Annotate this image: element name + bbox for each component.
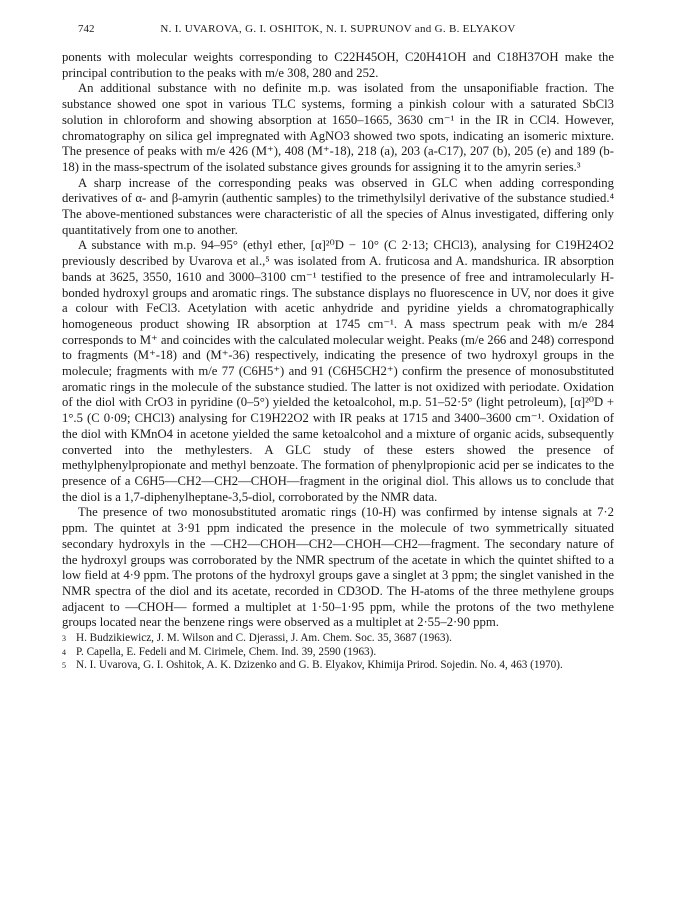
paragraph-glc: A sharp increase of the corresponding peaks was observed in GLC when adding corresponding derivatives of α- and β-amyrin (authentic samples) to the trimethylsilyl derivative of the substance studied.⁴ The above-mentioned substances were characteristic of all the species of Alnus investigated, differing only quantitatively from one to another. <box>62 175 614 237</box>
references <box>62 632 614 673</box>
journal-page <box>62 18 614 673</box>
reference-item <box>62 659 614 673</box>
page-header <box>62 18 614 40</box>
paragraph-amyrin-substance: An additional substance with no definite m.p. was isolated from the unsaponifiable fraction. The substance showed one spot in various TLC systems, forming a pinkish colour with a saturated SbCl3 solution in chloroform and showing absorption at 1650–1665, 3630 cm⁻¹ in the IR in CCl4. However, chromatography on silica gel impregnated with AgNO3 showed two spots, indicating an isomeric mixture. The presence of peaks with m/e 426 (M⁺), 408 (M⁺-18), 218 (a), 203 (a-C17), 207 (b), 205 (e) and 189 (b-18) in the mass-spectrum of the isolated substance gives grounds for assigning it to the amyrin series.³ <box>62 81 614 174</box>
page-number: 742 <box>78 23 95 35</box>
reference-number: 5 <box>62 661 66 671</box>
running-head: N. I. UVAROVA, G. I. OSHITOK, N. I. SUPRUNOV and G. B. ELYAKOV <box>160 23 516 35</box>
paragraph-continuation: ponents with molecular weights corresponding to C22H45OH, C20H41OH and C18H37OH make the principal contribution to the peaks with m/e 308, 280 and 252. <box>62 50 614 80</box>
reference-number: 4 <box>62 647 66 657</box>
paragraph-diol-analysis: A substance with m.p. 94–95° (ethyl ether, [α]²⁰D − 10° (C 2·13; CHCl3), analysing for C19H24O2 previously described by Uvarova et al.,⁵ was isolated from A. fruticosa and A. mandshurica. IR absorption bands at 3625, 3550, 1610 and 3000–3100 cm⁻¹ testified to the presence of free and intramolecularly H-bonded hydroxyl groups and aromatic rings. The substance displays no fluorescence in UV, nor does it give a colour with FeCl3. Acetylation with acetic anhydride and pyridine yields a chromatographically homogeneous product showing IR absorption at 1745 cm⁻¹. A mass spectrum peak with m/e 284 corresponds to M⁺ and coincides with the calculated molecular weight. Peaks (m/e 266 and 248) correspond to fragments (M⁺-18) and (M⁺-36) respectively, indicating the presence of two hydroxyl groups in the molecule; fragments with m/e 77 (C6H5⁺) and 91 (C6H5CH2⁺) confirm the presence of monosubstituted aromatic rings in the molecule of the substance studied. The latter is not oxidized with periodate. Oxidation of the diol with CrO3 in pyridine (0–5°) yielded the ketoalcohol, m.p. 51–52·5° (light petroleum), [α]²⁰D + 1°.5 (C 0·09; CHCl3) analysing for C19H22O2 with IR peaks at 1715 and 3400–3600 cm⁻¹. Oxidation of the diol with KMnO4 in acetone yielded the same ketoalcohol and a mixture of organic acids, subsequently converted into the methylesters. A GLC study of these esters showed the presence of methylphenylpropionate and methyl benzoate. The formation of phenylpropionic acid per se indicates to the presence of a C6H5—CH2—CH2—CHOH—fragment in the original diol. This allows us to conclude that the diol is a 1,7-diphenylheptane-3,5-diol, corroborated by the NMR data. <box>62 238 614 504</box>
reference-text: P. Capella, E. Fedeli and M. Cirimele, Chem. Ind. 39, 2590 (1963). <box>76 645 377 658</box>
reference-item <box>62 646 614 660</box>
article-body <box>62 50 614 631</box>
reference-text: H. Budzikiewicz, J. M. Wilson and C. Djerassi, J. Am. Chem. Soc. 35, 3687 (1963). <box>76 632 452 645</box>
reference-item <box>62 632 614 646</box>
paragraph-nmr: The presence of two monosubstituted aromatic rings (10-H) was confirmed by intense signals at 7·2 ppm. The quintet at 3·91 ppm indicated the presence in the molecule of two symmetrically situated secondary hydroxyls in the —CH2—CHOH—CH2—CHOH—CH2—fragment. The secondary nature of the hydroxyl groups was corroborated by the NMR spectrum of the acetate in which the quintet shifted to a low field at 4·9 ppm. The protons of the hydroxyl groups gave a singlet at 3 ppm; the singlet vanished in the NMR spectra of the diol and its acetate, recorded in CD3OD. The H-atoms of the three methylene groups adjacent to —CHOH— formed a multiplet at 1·50–1·95 ppm, while the protons of the two methylene groups located near the benzene rings were observed as a multiplet at 2·55–2·90 ppm. <box>62 505 614 630</box>
reference-number: 3 <box>62 634 66 644</box>
reference-text: N. I. Uvarova, G. I. Oshitok, A. K. Dzizenko and G. B. Elyakov, Khimija Prirod. Sojedin. No. 4, 463 (1970). <box>76 659 563 672</box>
